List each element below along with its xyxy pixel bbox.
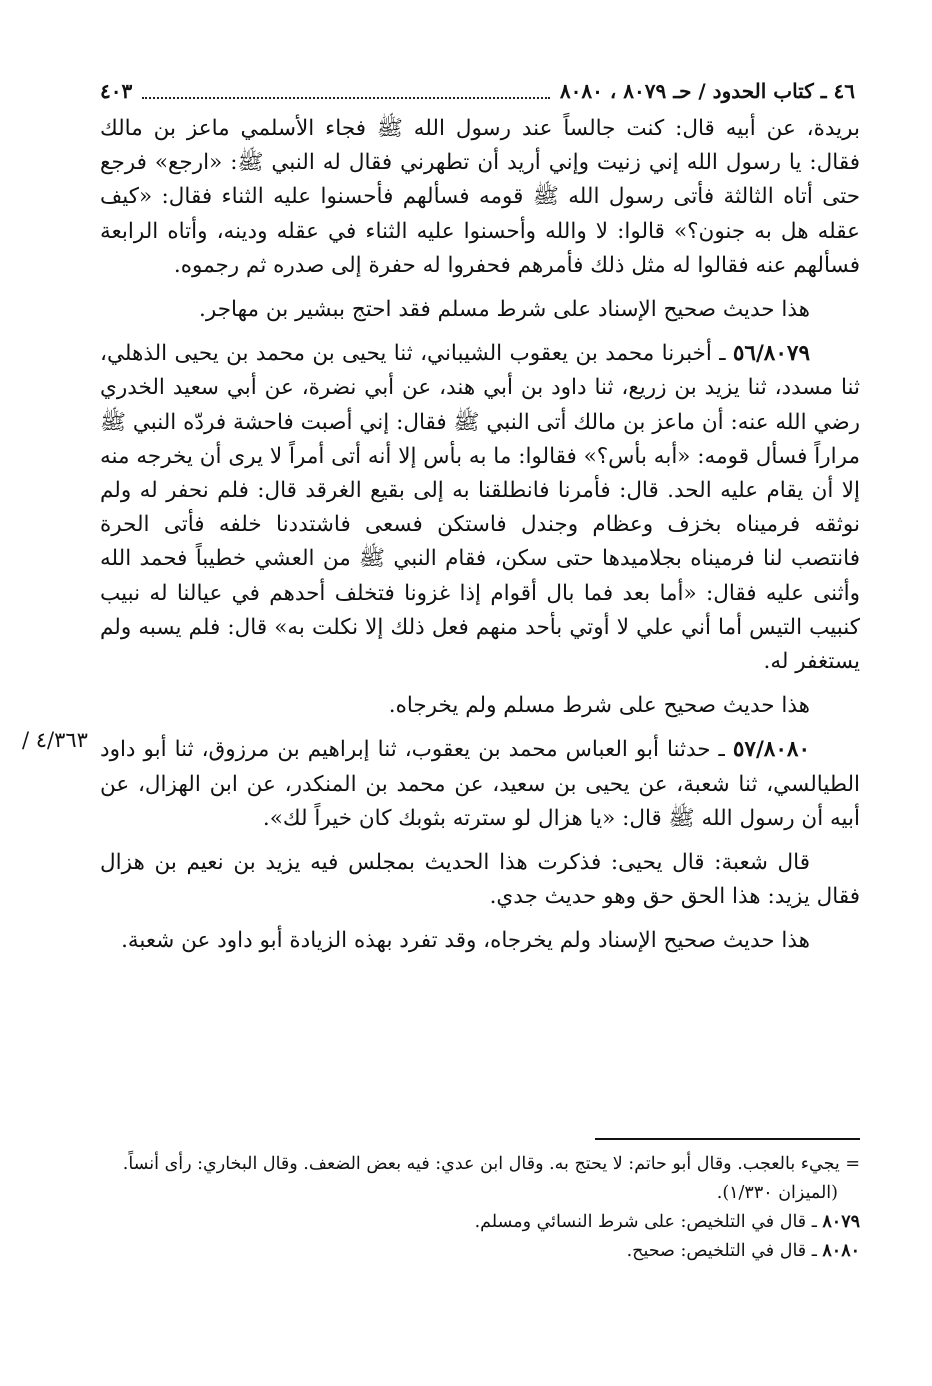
footnote-number: ٨٠٧٩ (822, 1212, 860, 1232)
footnote-separator (595, 1138, 860, 1140)
footnote-continuation: = يجيء بالعجب. وقال أبو حاتم: لا يحتج به. وقال ابن عدي: فيه بعض الضعف. وقال البخاري: رأى أنساً. (122, 1154, 860, 1174)
paragraph-hadith-8080 (100, 733, 860, 836)
page-header (100, 76, 855, 106)
paragraph-grading-1: هذا حديث صحيح الإسناد على شرط مسلم فقد احتج ببشير بن مهاجر. (199, 297, 810, 323)
footnote-8079 (100, 1208, 860, 1237)
footnote-number: ٨٠٨٠ (822, 1241, 860, 1261)
paragraph-hadith-8079 (100, 337, 860, 679)
footnote-text: ـ قال في التلخيص: على شرط النسائي ومسلم. (474, 1212, 823, 1232)
leader-dots (142, 83, 550, 99)
hadith-number: ٥٦/٨٠٧٩ (732, 341, 810, 367)
hadith-number: ٥٧/٨٠٨٠ (732, 737, 810, 763)
footnote-source: (الميزان ١/٣٣٠). (716, 1183, 838, 1203)
main-text (100, 112, 860, 959)
paragraph-grading-2: هذا حديث صحيح على شرط مسلم ولم يخرجاه. (388, 693, 810, 719)
page-number: ٤٠٣ (100, 79, 133, 103)
hadith-text: ـ أخبرنا محمد بن يعقوب الشيباني، ثنا يحيى بن محمد بن يحيى الذهلي، ثنا مسدد، ثنا يزيد بن زريع، ثنا داود بن أبي هند، عن أبي نضرة، عن أبي سعيد الخدري رضي الله عنه: أن ماعز بن مالك أتى النبي ﷺ فقال: إني أصبت فاحشة فردّه النبي ﷺ مراراً فسأل قومه: «أبه بأس؟» فقالوا: ما به بأس إلا أنه أتى أمراً لا يرى أن يخرجه منه إلا أن يقام عليه الحد. قال: فأمرنا فانطلقنا به إلى بقيع الغرقد قال: فلم نحفر له ولم نوثقه فرميناه بخزف وعظام وجندل فاستكن فسعى فاشتددنا خلفه فأتى الحرة فانتصب لنا فرميناه بجلاميدها حتى سكن، فقام النبي ﷺ من العشي خطيباً فحمد الله وأثنى عليه فقال: «أما بعد فما بال أقوام إذا غزونا فتخلف أحدهم في عيالنا له نبيب كنبيب التيس أما أني علي لا أوتي بأحد منهم فعل ذلك إلا نكلت به» قال: فلم يسبه ولم يستغفر له. (100, 341, 860, 675)
footnote-8080 (100, 1237, 860, 1266)
hadith-text: ـ حدثنا أبو العباس محمد بن يعقوب، ثنا إبراهيم بن مرزوق، ثنا أبو داود الطيالسي، ثنا شعبة، عن يحيى بن سعيد، عن محمد بن المنكدر، عن ابن الهزال، عن أبيه أن رسول الله ﷺ قال: «يا هزال لو سترته بثوبك كان خيراً لك». (100, 737, 860, 831)
paragraph-hadith-continuation: بريدة، عن أبيه قال: كنت جالساً عند رسول الله ﷺ فجاء الأسلمي ماعز بن مالك فقال: يا رسول الله إني زنيت وإني أريد أن تطهرني فقال له النبي ﷺ: «ارجع» فرجع حتى أتاه الثالثة فأتى رسول الله ﷺ قومه فسألهم فأحسنوا عليه الثناء فقال: «كيف عقله هل به جنون؟» قالوا: لا والله وأحسنوا عليه الثناء في عقله ودينه، وأتاه الرابعة فسألهم عنه فقالوا له مثل ذلك فأمرهم فحفروا له حفرة إلى صدره ثم رجموه. (100, 116, 860, 278)
running-title: ٤٦ ـ كتاب الحدود / حـ ٨٠٧٩ ، ٨٠٨٠ (559, 79, 855, 103)
footnote-text: ـ قال في التلخيص: صحيح. (626, 1241, 823, 1261)
footnotes (100, 1150, 860, 1266)
paragraph-grading-3: هذا حديث صحيح الإسناد ولم يخرجاه، وقد تفرد بهذه الزيادة أبو داود عن شعبة. (121, 928, 810, 954)
margin-reference: ٤/٣٦٣ / (22, 728, 88, 752)
paragraph-shuba-comment: قال شعبة: قال يحيى: فذكرت هذا الحديث بمجلس فيه يزيد بن نعيم بن هزال فقال يزيد: هذا الحق حق وهو حديث جدي. (100, 850, 860, 910)
